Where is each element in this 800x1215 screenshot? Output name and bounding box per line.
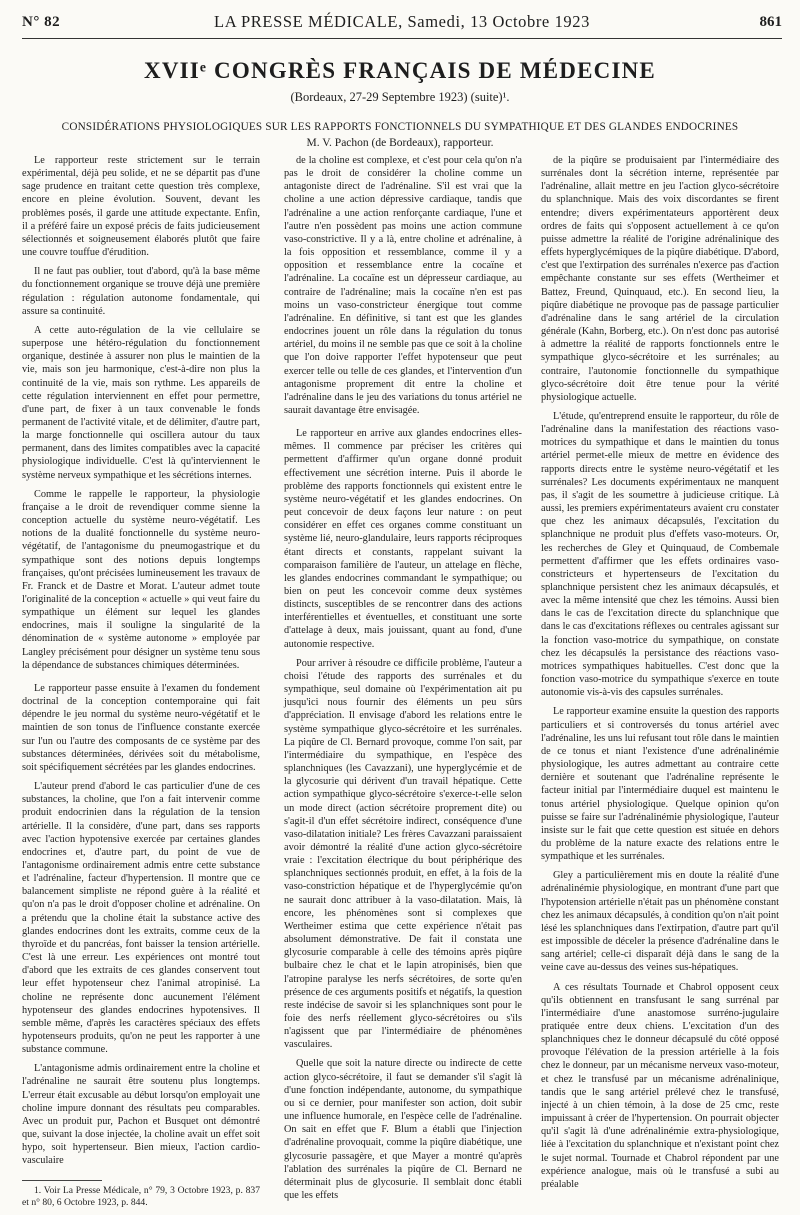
running-title: LA PRESSE MÉDICALE, Samedi, 13 Octobre 1923 (214, 12, 590, 31)
paragraph: A ces résultats Tournade et Chabrol opposent ceux qu'ils obtiennent en transfusant le sang surrénal par l'intermédiaire d'une anastomose surréno-jugulaire pratiquée entre deux chiens. L'excitation d'un des splanchniques chez le donneur décapsulé du côté opposé provoque l'élévation de la pression artérielle à la fois chez le donneur, par un mécanisme nerveux vaso-moteur, et chez le transfusé par un mécanisme adrénalinique, tandis que le sang artériel prélevé chez le transfusé, injecté à un chien témoin, à la dose de 25 cmc, reste impuissant à créer de l'hypertension. On pourrait objecter qu'il s'agit là d'une adrénalinémie extra-physiologique, liée à l'excitation du splanchnique et n'existant point chez le sujet normal. Tournade et Chabrol répondent par une expérience analogue, mais où le transfusé a subi au préalable (541, 981, 779, 1190)
article-subtitle: (Bordeaux, 27-29 Septembre 1923) (suite)¹. (290, 90, 510, 104)
paragraph: Comme le rappelle le rapporteur, la physiologie française a le droit de revendiquer comme sienne la conception actuelle du système neuro-végétatif. Les notions de la dualité fonctionnelle du système neuro-végétatif, de l'antagonisme du pneumogastrique et du sympathique sont des notions depuis longtemps françaises, qu'ont précisées lumineusement les travaux de Fr. Franck et de Dastre et Morat. L'auteur admet toute l'originalité de la conception « actuelle » qui veut faire du sympathique un élément sur lequel les glandes endocrines, mais il souligne la singularité de la dénomination de « système autonome » employée par Langley précisément pour désigner un système tenu sous la dépendance de substances chimiques déterminées. (22, 488, 260, 671)
section-heading: CONSIDÉRATIONS PHYSIOLOGIQUES SUR LES RAPPORTS FONCTIONNELS DU SYMPATHIQUE ET DES GLANDES ENDOCRINES (61, 121, 739, 133)
text-column-2 (284, 154, 522, 1208)
page-number: 861 (759, 14, 782, 30)
paragraph: Le rapporteur passe ensuite à l'examen du fondement doctrinal de la conception contemporaine qui fait dépendre le jeu normal du système neuro-végétatif et le maintien de son tonus de l'influence constante exercée sur l'un ou l'autre des composants de ce système par des substances déterminées, dérivées soit du métabolisme, soit spécifiquement sécrétées par les glandes endocrines. (22, 682, 260, 773)
issue-number: N° 82 (22, 14, 61, 30)
paragraph: Il ne faut pas oublier, tout d'abord, qu'à la base même du fonctionnement organique se trouve déjà une première régulation : régulation autonome fondamentale, qui assure sa continuité. (22, 266, 260, 317)
footnote-rule (22, 1180, 102, 1181)
paragraph: Le rapporteur reste strictement sur le terrain expérimental, déjà peu solide, et ne se départit pas d'une sage prudence en traitant cette question très complexe, encore en pleine évolution. Souvent, devant les problèmes posés, il garde une attitude expectante. Enfin, il a préféré faire un exposé précis de faits judicieusement sélectionnés et soigneusement élaborés plutôt que faire une couvre touffue d'érudition. (22, 155, 260, 259)
paragraph: L'auteur prend d'abord le cas particulier d'une de ces substances, la choline, que l'on a fait intervenir comme produit endocrinien dans la régulation de la tension artérielle. Il la considère, d'une part, dans ses rapports avec l'action hypotensive exercée par certaines glandes endocrines et, d'autre part, du point de vue de l'antagonisme ordinairement admis entre cette substance et l'adrénaline, facteur d'hypertension. Il montre que ce balancement simpliste ne répond guère à la réalité et qu'on n'a pas le droit d'opposer choline et adrénaline. On a prétendu que la choline était la substance active des glandes endocrines dont les extraits, comme ceux de la thyroïde et du pancréas, font baisser la tension artérielle. C'est là une erreur. Les expériences ont montré tout d'abord que les extraits de ces glandes conservent tout leur effet hypotenseur chez l'animal atropinisé. La choline ne représente donc aucunement l'élément hypotenseur des glandes endocrines hypotensives. Il semble même, d'après les caractères spéciaux des effets hypotenseurs produits, qu'on ne peut les rapporter à une substance commune. (22, 781, 260, 1056)
paragraph: L'étude, qu'entreprend ensuite le rapporteur, du rôle de l'adrénaline dans la manifestation des réactions vaso-motrices du sympathique et dans le maintien du tonus artériel permet-elle mieux de mettre en évidence des rapports directs entre le système neuro-végétatif et les surrénales? Les documents expérimentaux ne manquent pas, il s'agit de les soumettre à judicieuse critique. Là aussi, les premiers expérimentateurs avaient cru constater que chez les animaux décapsulés, l'excitation du splanchnique ne produit plus d'effets vaso-moteurs. Or, les recherches de Gley et Quinquaud, de Combemale permettent d'affirmer que les effets ordinaires vaso-constricteurs et hypertenseurs de l'excitation du splanchnique persistent chez les animaux décapsulés, et avec la même intensité que chez les témoins. Aussi bien dans le cas de l'excitation directe du splanchnique que dans le cas d'excitations réflexes ou centrales agissant sur la fonction vaso-motrice du sympathique, on constate chez les décapsulés la persistance des réactions vaso-motrices sympathiques habituelles. C'est donc que la fonction vaso-motrice du sympathique s'exerce en toute autonomie vis-à-vis des capsules surrénales. (541, 410, 779, 699)
paragraph: Le rapporteur en arrive aux glandes endocrines elles-mêmes. Il commence par préciser les critères qui permettent d'affirmer qu'un organe donné produit effectivement une sécrétion interne. Puis il aborde le problème des rapports fonctionnels qui existent entre le système neuro-végétatif et les glandes endocrines. On peut concevoir de deux façons leur nature : on peut considérer en effet ces organes comme constituant un système lié, neuro-glandulaire, leurs rapports réciproques étant directs et constants, rappelant suivant la comparaison familière de l'auteur, un attelage en flèche, les glandes endocrines commandant le sympathique; ou bien on peut les concevoir comme deux systèmes distincts, susceptibles de se rencontrer dans des actions interférentielles et éventuelles, et constituant une sorte d'attelage à deux, mais jouissant, quant au fond, d'une autonomie respective. (284, 428, 522, 650)
paragraph: Le rapporteur examine ensuite la question des rapports particuliers et si controversés du tonus artériel avec l'adrénaline, les uns lui refusant tout rôle dans le maintien de ce tonus et niant l'existence d'une adrénalinémie physiologique, les autres admettant au contraire cette dernière et soutenant que l'adrénaline représente le facteur initial par l'intermédiaire duquel est maintenu le tonus artériel physiologique. Quelque opinion qu'on puisse se faire sur l'adrénalinémie physiologique, l'auteur insiste sur le fait que cette question est située en dehors du problème de la nature exacte des relations entre le sympathique et les surrénales. (541, 706, 779, 863)
header-rule (22, 38, 782, 39)
author-line: M. V. Pachon (de Bordeaux), rapporteur. (306, 137, 494, 149)
text-column-3 (541, 154, 779, 1197)
running-header (22, 12, 782, 34)
paragraph: de la piqûre se produisaient par l'intermédiaire des surrénales dont la sécrétion interne, représentée par l'adrénaline, allait mettre en jeu l'action glyco-sécrétoire du splanchnique. Mais des voix discordantes se firent entendre; divers expérimentateurs apportèrent deux ordres de faits qui s'opposent actuellement à ce qu'on puisse admettre la réalité de l'origine adrénalinique des effets hyperglycémiques de la piqûre diabétique. D'abord, c'est que l'extirpation des surrénales n'exerce pas d'action empêchante constante sur ses effets (Wertheimer et Battez, Freund, Quinquaud, etc.). En second lieu, la piqûre diabétique ne provoque pas de passage particulier d'adrénaline dans le sang artériel de la circulation générale (Kahn, Borberg, etc.). On n'est donc pas autorisé à admettre la réalité de rapports fonctionnels entre le sympathique glyco-sécrétoire et les surrénales; au contraire, l'autonomie fonctionnelle du sympathique glyco-sécrétoire doit être tenue pour la vérité physiologique actuelle. (541, 155, 779, 403)
paragraph: Pour arriver à résoudre ce difficile problème, l'auteur a choisi l'étude des rapports des surrénales et du sympathique, seul domaine où l'expérimentation ait pu jusqu'ici nous fournir des éléments un peu sûrs d'appréciation. Il envisage d'abord les relations entre le système sympathique glyco-sécrétoire et les surrénales. La piqûre de Cl. Bernard provoque, comme l'on sait, par l'intermédiaire du sympathique, en l'espèce des splanchniques (les Cavazzani), une hyperglycémie et de la glycosurie qui dérivent d'un travail hépatique. Cette action sympathique glyco-sécrétoire s'exerce-t-elle selon un mode direct (action sécrétoire proprement dite) ou s'agit-il d'un effet sécrétoire indirect, conséquence d'une vaso-dilatation initiale? Les frères Cavazzani paraissaient avoir démontré la réalité d'une action glyco-sécrétoire vraie : l'excitation électrique du bout périphérique des splanchniques sectionnés produit, en effet, à la fois de la vaso-constriction hépatique et de l'hyperglycémie qu'on ne saurait donc attribuer à la vaso-dilatation. Mais, là encore, les phénomènes sont si complexes que Wertheimer estima que cette expérience n'était pas absolument démonstrative. De fait il constata une glycosurie comparable à celle des témoins après piqûre bulbaire chez le chat et le lapin atropinisés, bien que l'atropine paralyse les nerfs sécrétoires, de sorte qu'en présence de ces arguments positifs et négatifs, la question reste indécise de savoir si les splanchniques sont pour le foie des nerfs réellement glyco-sécrétoires ou s'ils n'agissent que par l'intermédiaire de phénomènes vasculaires. (284, 657, 522, 1051)
paragraph: L'antagonisme admis ordinairement entre la choline et l'adrénaline ne saurait être soutenu plus longtemps. L'erreur était excusable au début lorsqu'on employait une choline impure donnant des résultats peu comparables. Avec un produit pur, Pachon et Busquet ont démontré que, suivant la dose injectée, la choline avait un effet soit hypo, soit hypertenseur. Bien mieux, l'action cardio-vasculaire (22, 1063, 260, 1167)
paragraph: Gley a particulièrement mis en doute la réalité d'une adrénalinémie physiologique, en montrant d'une part que l'hypotension artérielle n'était pas un phénomène constant chez les animaux décapsulés, à condition qu'on n'ait point lésé les splanchniques dans l'extirpation, d'autre part qu'il est impossible de déceler la présence d'adrénaline dans le sang artériel; celle-ci disparaît déjà dans le sang de la veine cave au-dessus des veines sus-hépatiques. (541, 870, 779, 974)
footnote: 1. Voir La Presse Médicale, n° 79, 3 Octobre 1923, p. 837 et n° 80, 6 Octobre 1923, p. 844. (22, 1184, 260, 1208)
article-title: XVIIᵉ CONGRÈS FRANÇAIS DE MÉDECINE (144, 58, 656, 83)
paragraph: de la choline est complexe, et c'est pour cela qu'on n'a pas le droit de considérer la choline comme un antagoniste direct de l'adrénaline. S'il est vrai que la choline a une action dépressive cardiaque, tandis que l'adrénaline a une action renforçante cardiaque, l'une et l'autre n'en possèdent pas moins une action commune vaso-constrictive. Il y a là, entre choline et adrénaline, à la fois opposition et ressemblance, comme il y a opposition et ressemblance entre la cocaïne et l'adrénaline. La cocaïne est un dépresseur cardiaque, au contraire de l'adrénaline; mais la cocaïne n'en est pas moins un vaso-constricteur énergique tout comme l'adrénaline. En définitive, si tant est que les glandes endocrines jouent un rôle dans la régulation du tonus artériel, du moins il ne semble pas que ce soit à la choline que l'on doive rapporter l'effet hypotenseur que peut exercer telle ou telle de ces glandes, et l'intervention d'un antagonisme proprement dit entre la choline et l'adrénaline dans le jeu des variations du tonus artériel ne saurait davantage être envisagée. (284, 155, 522, 416)
text-column-1 (22, 154, 260, 1215)
paragraph: Quelle que soit la nature directe ou indirecte de cette action glyco-sécrétoire, il faut se demander s'il s'agit là d'une fonction indépendante, autonome, du sympathique ou si ce dernier, pour manifester son action, doit subir une influence humorale, en l'espèce celle de l'adrénaline. On sait en effet que F. Blum a établi que l'injection d'adrénaline provoquait, comme la piqûre diabétique, une glycosurie passagère, et que Mayer a montré qu'après l'ablation des surrénales la piqûre de Cl. Bernard ne déterminait plus de glycosurie. Il semblait donc établi que les effets (284, 1058, 522, 1202)
paragraph: A cette auto-régulation de la vie cellulaire se superpose une hétéro-régulation du fonctionnement organique, destinée à assurer non plus le maintien de la vie, mais son jeu harmonique, c'est-à-dire non plus la continuité de la vie, mais son rythme. Les appareils de cette régulation interviennent en effet pour permettre, d'une part, de fixer à un taux convenable le fonds permanent de l'activité vitale, et de délimiter, d'autre part, la marge fonctionnelle qui oscillera autour du taux permanent, dans des limites compatibles avec la capacité physiologique individuelle. C'est là qu'interviennent le système nerveux sympathique et les sécrétions internes. (22, 324, 260, 481)
